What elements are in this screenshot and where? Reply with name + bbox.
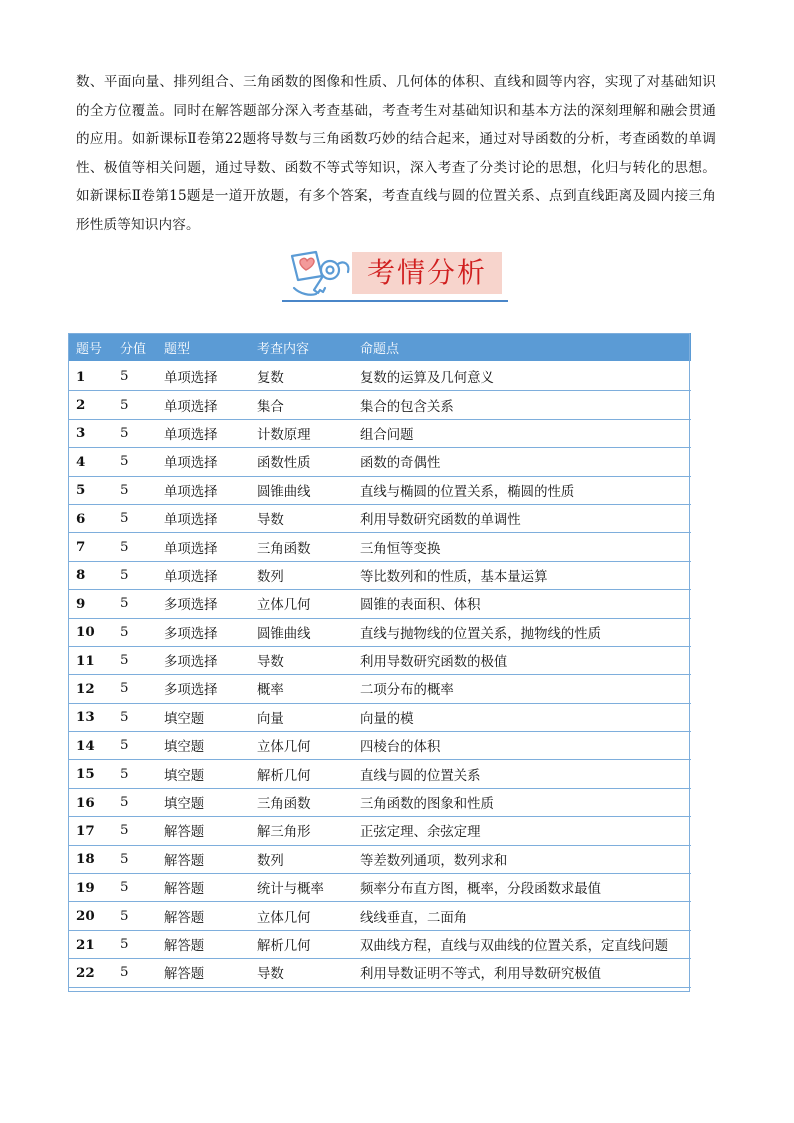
cell-score: 5 [112, 448, 156, 476]
cell-score: 5 [112, 391, 156, 419]
cell-question-type: 填空题 [156, 760, 249, 788]
banner-title: 考情分析 [352, 252, 502, 294]
cell-question-number: 8 [68, 561, 112, 589]
table-row [68, 845, 691, 873]
cell-topic-point: 二项分布的概率 [352, 675, 691, 703]
cell-topic-point: 线线垂直，二面角 [352, 902, 691, 930]
cell-content: 导数 [249, 646, 352, 674]
table-row [68, 959, 691, 987]
cell-topic-point: 组合问题 [352, 419, 691, 447]
cell-topic-point: 圆锥的表面积、体积 [352, 590, 691, 618]
cell-score: 5 [112, 703, 156, 731]
cell-question-number: 5 [68, 476, 112, 504]
cell-question-type: 多项选择 [156, 618, 249, 646]
cell-topic-point: 函数的奇偶性 [352, 448, 691, 476]
cell-question-number: 14 [68, 732, 112, 760]
cell-score: 5 [112, 817, 156, 845]
table-row [68, 476, 691, 504]
table-row [68, 618, 691, 646]
cell-score: 5 [112, 732, 156, 760]
cell-score: 5 [112, 561, 156, 589]
cell-score: 5 [112, 845, 156, 873]
cell-topic-point: 三角恒等变换 [352, 533, 691, 561]
cell-question-number: 10 [68, 618, 112, 646]
table-row [68, 590, 691, 618]
exam-analysis-table [68, 333, 691, 988]
cell-question-type: 解答题 [156, 902, 249, 930]
cell-content: 数列 [249, 845, 352, 873]
cell-topic-point: 直线与椭圆的位置关系，椭圆的性质 [352, 476, 691, 504]
cell-question-number: 6 [68, 504, 112, 532]
table-row [68, 760, 691, 788]
cell-score: 5 [112, 930, 156, 958]
cell-topic-point: 双曲线方程，直线与双曲线的位置关系，定直线问题 [352, 930, 691, 958]
header-question-type: 题型 [156, 333, 249, 362]
cell-topic-point: 向量的模 [352, 703, 691, 731]
cell-topic-point: 四棱台的体积 [352, 732, 691, 760]
table-row [68, 817, 691, 845]
cell-content: 复数 [249, 362, 352, 391]
header-content: 考查内容 [249, 333, 352, 362]
table-row [68, 561, 691, 589]
cell-content: 导数 [249, 959, 352, 987]
header-question-number: 题号 [68, 333, 112, 362]
cell-question-type: 填空题 [156, 788, 249, 816]
cell-score: 5 [112, 504, 156, 532]
cell-score: 5 [112, 675, 156, 703]
cell-topic-point: 直线与抛物线的位置关系，抛物线的性质 [352, 618, 691, 646]
table-row [68, 902, 691, 930]
cell-score: 5 [112, 590, 156, 618]
cell-question-number: 11 [68, 646, 112, 674]
cell-question-number: 22 [68, 959, 112, 987]
cell-question-type: 多项选择 [156, 646, 249, 674]
cell-question-type: 解答题 [156, 959, 249, 987]
cell-score: 5 [112, 959, 156, 987]
cell-question-number: 2 [68, 391, 112, 419]
cell-content: 概率 [249, 675, 352, 703]
cell-score: 5 [112, 902, 156, 930]
cell-score: 5 [112, 760, 156, 788]
cell-score: 5 [112, 362, 156, 391]
cell-question-number: 7 [68, 533, 112, 561]
table-body [68, 362, 691, 987]
cell-content: 向量 [249, 703, 352, 731]
cell-question-type: 多项选择 [156, 675, 249, 703]
cell-content: 集合 [249, 391, 352, 419]
table-row [68, 419, 691, 447]
cell-content: 立体几何 [249, 732, 352, 760]
cell-score: 5 [112, 874, 156, 902]
cell-question-number: 13 [68, 703, 112, 731]
cell-question-type: 解答题 [156, 930, 249, 958]
table-row [68, 646, 691, 674]
cell-topic-point: 直线与圆的位置关系 [352, 760, 691, 788]
cell-content: 立体几何 [249, 590, 352, 618]
table-row [68, 930, 691, 958]
cell-score: 5 [112, 533, 156, 561]
cell-question-number: 18 [68, 845, 112, 873]
table-row [68, 732, 691, 760]
cell-content: 导数 [249, 504, 352, 532]
header-score: 分值 [112, 333, 156, 362]
cell-question-type: 解答题 [156, 845, 249, 873]
intro-paragraph: 数、平面向量、排列组合、三角函数的图像和性质、几何体的体积、直线和圆等内容，实现了对基础知识的全方位覆盖。同时在解答题部分深入考查基础，考查考生对基础知识和基本方法的深刻理解和融会贯通的应用。如新课标Ⅱ卷第22题将导数与三角函数巧妙的结合起来，通过对导函数的分析，考查函数的单调性、极值等相关问题，通过导数、函数不等式等知识，深入考查了分类讨论的思想，化归与转化的思想。如新课标Ⅱ卷第15题是一道开放题，有多个答案，考查直线与圆的位置关系、点到直线距离及圆内接三角形性质等知识内容。 [76, 74, 716, 233]
table-row [68, 533, 691, 561]
cell-question-number: 19 [68, 874, 112, 902]
cell-question-number: 4 [68, 448, 112, 476]
cell-question-number: 16 [68, 788, 112, 816]
banner-underline [282, 300, 508, 302]
cell-content: 计数原理 [249, 419, 352, 447]
cell-content: 圆锥曲线 [249, 476, 352, 504]
cell-question-type: 解答题 [156, 874, 249, 902]
table-row [68, 874, 691, 902]
cell-question-type: 填空题 [156, 703, 249, 731]
cell-question-type: 单项选择 [156, 448, 249, 476]
cell-topic-point: 等比数列和的性质，基本量运算 [352, 561, 691, 589]
cell-score: 5 [112, 646, 156, 674]
cell-question-number: 21 [68, 930, 112, 958]
table-row [68, 703, 691, 731]
table-row [68, 448, 691, 476]
cell-question-number: 20 [68, 902, 112, 930]
cell-question-type: 单项选择 [156, 362, 249, 391]
cell-topic-point: 利用导数研究函数的极值 [352, 646, 691, 674]
cell-question-number: 9 [68, 590, 112, 618]
cell-question-type: 解答题 [156, 817, 249, 845]
header-topic-point: 命题点 [352, 333, 691, 362]
table-row [68, 675, 691, 703]
cell-question-number: 15 [68, 760, 112, 788]
cell-content: 三角函数 [249, 533, 352, 561]
table-header-row [68, 333, 691, 362]
cell-content: 立体几何 [249, 902, 352, 930]
cell-topic-point: 利用导数证明不等式，利用导数研究极值 [352, 959, 691, 987]
cell-topic-point: 等差数列通项，数列求和 [352, 845, 691, 873]
table-row [68, 391, 691, 419]
cell-score: 5 [112, 476, 156, 504]
cell-content: 三角函数 [249, 788, 352, 816]
cell-content: 统计与概率 [249, 874, 352, 902]
cell-question-type: 单项选择 [156, 419, 249, 447]
cell-content: 解析几何 [249, 760, 352, 788]
cell-content: 数列 [249, 561, 352, 589]
cell-question-type: 单项选择 [156, 504, 249, 532]
cell-question-type: 填空题 [156, 732, 249, 760]
cell-content: 解三角形 [249, 817, 352, 845]
cell-score: 5 [112, 618, 156, 646]
cell-topic-point: 正弦定理、余弦定理 [352, 817, 691, 845]
table-row [68, 504, 691, 532]
cell-content: 圆锥曲线 [249, 618, 352, 646]
section-banner [282, 244, 508, 304]
cell-topic-point: 三角函数的图象和性质 [352, 788, 691, 816]
cell-question-number: 12 [68, 675, 112, 703]
cell-question-type: 单项选择 [156, 561, 249, 589]
cell-question-number: 1 [68, 362, 112, 391]
heart-key-icon [286, 246, 354, 298]
cell-question-type: 单项选择 [156, 476, 249, 504]
cell-content: 函数性质 [249, 448, 352, 476]
cell-content: 解析几何 [249, 930, 352, 958]
intro-text-block [76, 68, 716, 240]
cell-score: 5 [112, 419, 156, 447]
cell-score: 5 [112, 788, 156, 816]
cell-question-number: 17 [68, 817, 112, 845]
cell-question-type: 单项选择 [156, 391, 249, 419]
table-row [68, 362, 691, 391]
cell-topic-point: 利用导数研究函数的单调性 [352, 504, 691, 532]
table-row [68, 788, 691, 816]
cell-question-type: 多项选择 [156, 590, 249, 618]
cell-topic-point: 集合的包含关系 [352, 391, 691, 419]
cell-question-number: 3 [68, 419, 112, 447]
cell-topic-point: 复数的运算及几何意义 [352, 362, 691, 391]
cell-question-type: 单项选择 [156, 533, 249, 561]
cell-topic-point: 频率分布直方图，概率，分段函数求最值 [352, 874, 691, 902]
